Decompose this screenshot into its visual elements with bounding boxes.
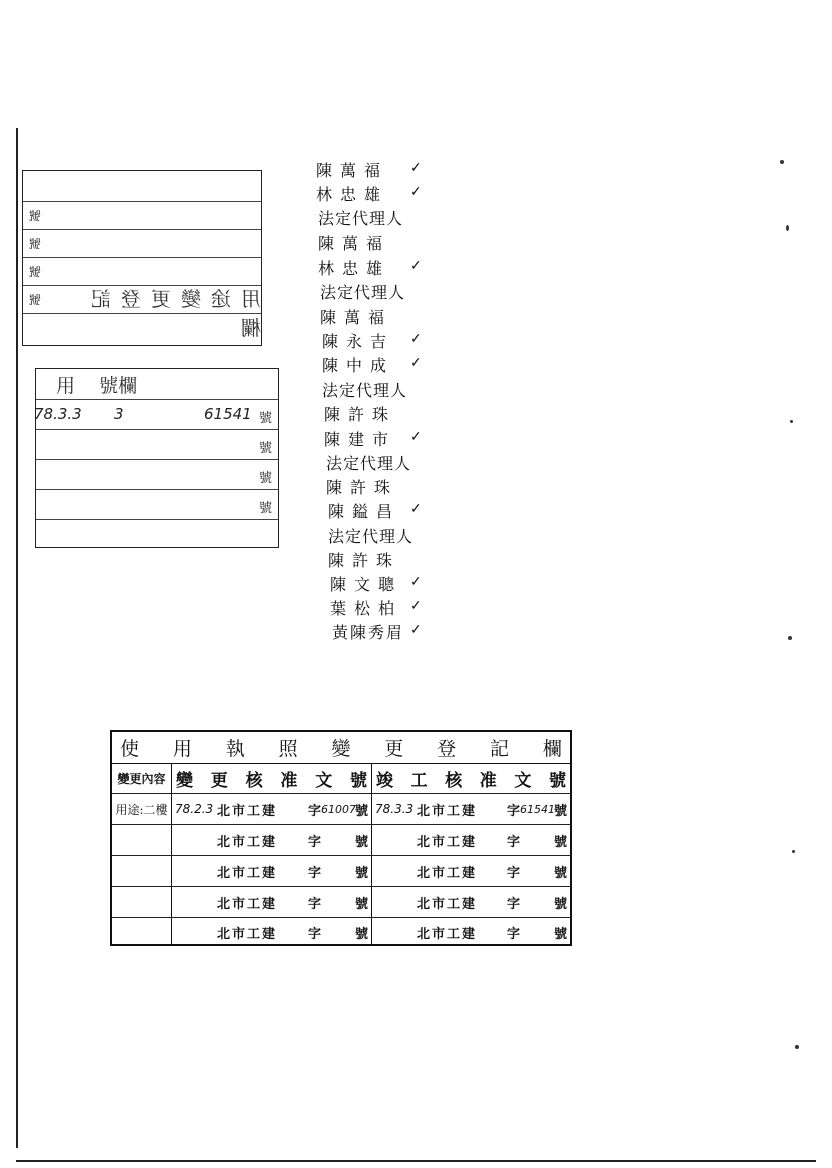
header-char: 工	[410, 771, 428, 791]
change-content-cell	[112, 887, 172, 917]
check-mark-icon: ✓	[410, 258, 422, 274]
box-a-row-mark: 號	[29, 209, 42, 223]
change-approval-cell	[172, 794, 372, 824]
box-b-suffix: 號	[258, 471, 272, 486]
table-row	[112, 918, 570, 946]
completion-authority: 北市工建	[417, 926, 478, 942]
approval-zi: 字	[307, 803, 321, 819]
check-mark-icon: ✓	[410, 501, 422, 517]
change-approval-cell	[172, 856, 372, 886]
check-mark-icon: ✓	[410, 598, 422, 614]
box-a-row-mark: 號	[29, 293, 42, 307]
approval-hao: 號	[354, 865, 368, 881]
box-b-suffix: 號	[258, 411, 272, 426]
approval-zi: 字	[307, 926, 321, 942]
box-a-mirrored-title: 用途變更登記欄	[81, 287, 261, 340]
header-char: 文	[514, 771, 532, 791]
approval-authority: 北市工建	[217, 865, 278, 881]
scan-speck	[792, 850, 795, 853]
table-title-char: 執	[225, 738, 245, 760]
owner-name: 法定代理人	[328, 527, 414, 546]
box-a-row-mark: 號	[29, 265, 42, 279]
approval-authority: 北市工建	[217, 926, 278, 942]
completion-hao: 號	[553, 865, 567, 881]
change-content-cell: 用途:二樓	[112, 794, 172, 824]
completion-zi: 字	[506, 926, 520, 942]
header-char: 號	[349, 771, 367, 791]
completion-date: 78.3.3	[375, 802, 414, 816]
owner-name: 葉松柏	[330, 599, 403, 618]
table-title-char: 記	[490, 738, 510, 760]
registration-box-a	[22, 170, 262, 346]
completion-hao: 號	[553, 926, 567, 942]
table-title-char: 更	[384, 738, 404, 760]
owner-name: 法定代理人	[326, 454, 412, 473]
owner-name: 黃陳秀眉	[332, 623, 405, 642]
completion-approval-cell	[372, 794, 570, 824]
completion-hao: 號	[553, 896, 567, 912]
header-change-content: 變更內容	[112, 764, 172, 793]
completion-approval-cell	[372, 887, 570, 917]
owner-name: 陳萬福	[320, 308, 393, 327]
owner-name: 陳鎰昌	[328, 502, 401, 521]
completion-authority: 北市工建	[417, 865, 478, 881]
table-row	[112, 887, 570, 918]
check-mark-icon: ✓	[410, 574, 422, 590]
table-title-char: 使	[120, 738, 140, 760]
owner-name: 陳許珠	[324, 405, 397, 424]
bottom-scan-edge	[16, 1160, 816, 1162]
owner-name: 法定代理人	[318, 209, 404, 228]
box-b-suffix: 號	[258, 501, 272, 516]
owner-name: 陳萬福	[318, 234, 391, 253]
check-mark-icon: ✓	[410, 160, 422, 176]
header-char: 號	[548, 771, 566, 791]
table-title-char: 照	[278, 738, 298, 760]
change-content-cell	[112, 856, 172, 886]
scan-speck	[786, 225, 789, 231]
approval-authority: 北市工建	[217, 896, 278, 912]
approval-authority: 北市工建	[217, 803, 278, 819]
owner-name: 陳許珠	[326, 478, 399, 497]
left-scan-edge	[16, 128, 18, 1148]
check-mark-icon: ✓	[410, 331, 422, 347]
owner-name: 法定代理人	[320, 283, 406, 302]
change-approval-cell	[172, 918, 372, 946]
check-mark-icon: ✓	[410, 622, 422, 638]
box-b-suffix: 號	[258, 441, 272, 456]
completion-zi: 字	[506, 896, 520, 912]
approval-hao: 號	[354, 834, 368, 850]
table-row	[112, 825, 570, 856]
check-mark-icon: ✓	[410, 184, 422, 200]
check-mark-icon: ✓	[410, 355, 422, 371]
header-change-approval	[172, 764, 372, 793]
owner-name: 陳文聰	[330, 575, 403, 594]
owner-name: 陳萬福	[316, 161, 389, 180]
approval-hao: 號	[354, 803, 368, 819]
completion-authority: 北市工建	[417, 896, 478, 912]
header-char: 核	[445, 771, 463, 791]
approval-date: 78.2.3	[175, 802, 214, 816]
header-char: 竣	[376, 771, 393, 791]
header-char: 准	[479, 771, 497, 791]
approval-number: 61007	[320, 802, 356, 816]
completion-approval-cell	[372, 825, 570, 855]
completion-zi: 字	[506, 865, 520, 881]
completion-authority: 北市工建	[417, 834, 478, 850]
header-char: 核	[245, 771, 263, 791]
owner-name: 林忠雄	[318, 259, 391, 278]
scan-speck	[788, 636, 792, 640]
header-char: 變	[176, 771, 193, 791]
box-a-row-mark: 號	[29, 237, 42, 251]
completion-zi: 字	[506, 834, 520, 850]
approval-hao: 號	[354, 896, 368, 912]
owner-name: 陳許珠	[328, 551, 401, 570]
scan-speck	[795, 1045, 799, 1049]
scan-speck	[780, 160, 784, 164]
completion-number: 61541	[519, 802, 555, 816]
table-row	[112, 856, 570, 887]
box-b-title: 用 號欄	[56, 375, 138, 397]
completion-hao: 號	[553, 803, 567, 819]
check-mark-icon: ✓	[410, 429, 422, 445]
header-char: 更	[210, 771, 228, 791]
box-b-number: 61541	[204, 405, 252, 423]
header-completion-approval	[372, 764, 570, 793]
box-b-month: 3	[114, 405, 124, 423]
completion-approval-cell	[372, 856, 570, 886]
table-title-char: 變	[331, 738, 351, 760]
completion-approval-cell	[372, 918, 570, 946]
table-title	[112, 732, 570, 764]
approval-authority: 北市工建	[217, 834, 278, 850]
header-char: 文	[315, 771, 333, 791]
owner-name: 陳永吉	[322, 332, 395, 351]
owner-name: 陳建市	[324, 430, 397, 449]
approval-zi: 字	[307, 865, 321, 881]
change-content-cell	[112, 918, 172, 946]
header-char: 准	[280, 771, 298, 791]
approval-zi: 字	[307, 834, 321, 850]
owner-name: 林忠雄	[316, 185, 389, 204]
table-row	[112, 794, 570, 825]
usage-license-change-table	[110, 730, 572, 946]
change-approval-cell	[172, 825, 372, 855]
table-title-char: 用	[172, 738, 192, 760]
box-b-date: 78.3.3	[34, 405, 82, 423]
table-title-char: 欄	[542, 738, 562, 760]
completion-authority: 北市工建	[417, 803, 478, 819]
registration-box-b	[35, 368, 279, 548]
table-header-row	[112, 764, 570, 794]
owner-name: 法定代理人	[322, 381, 408, 400]
owner-name: 陳中成	[322, 356, 395, 375]
table-title-char: 登	[437, 738, 457, 760]
completion-hao: 號	[553, 834, 567, 850]
completion-zi: 字	[506, 803, 520, 819]
change-approval-cell	[172, 887, 372, 917]
scan-speck	[790, 420, 793, 423]
approval-zi: 字	[307, 896, 321, 912]
change-content-cell	[112, 825, 172, 855]
approval-hao: 號	[354, 926, 368, 942]
